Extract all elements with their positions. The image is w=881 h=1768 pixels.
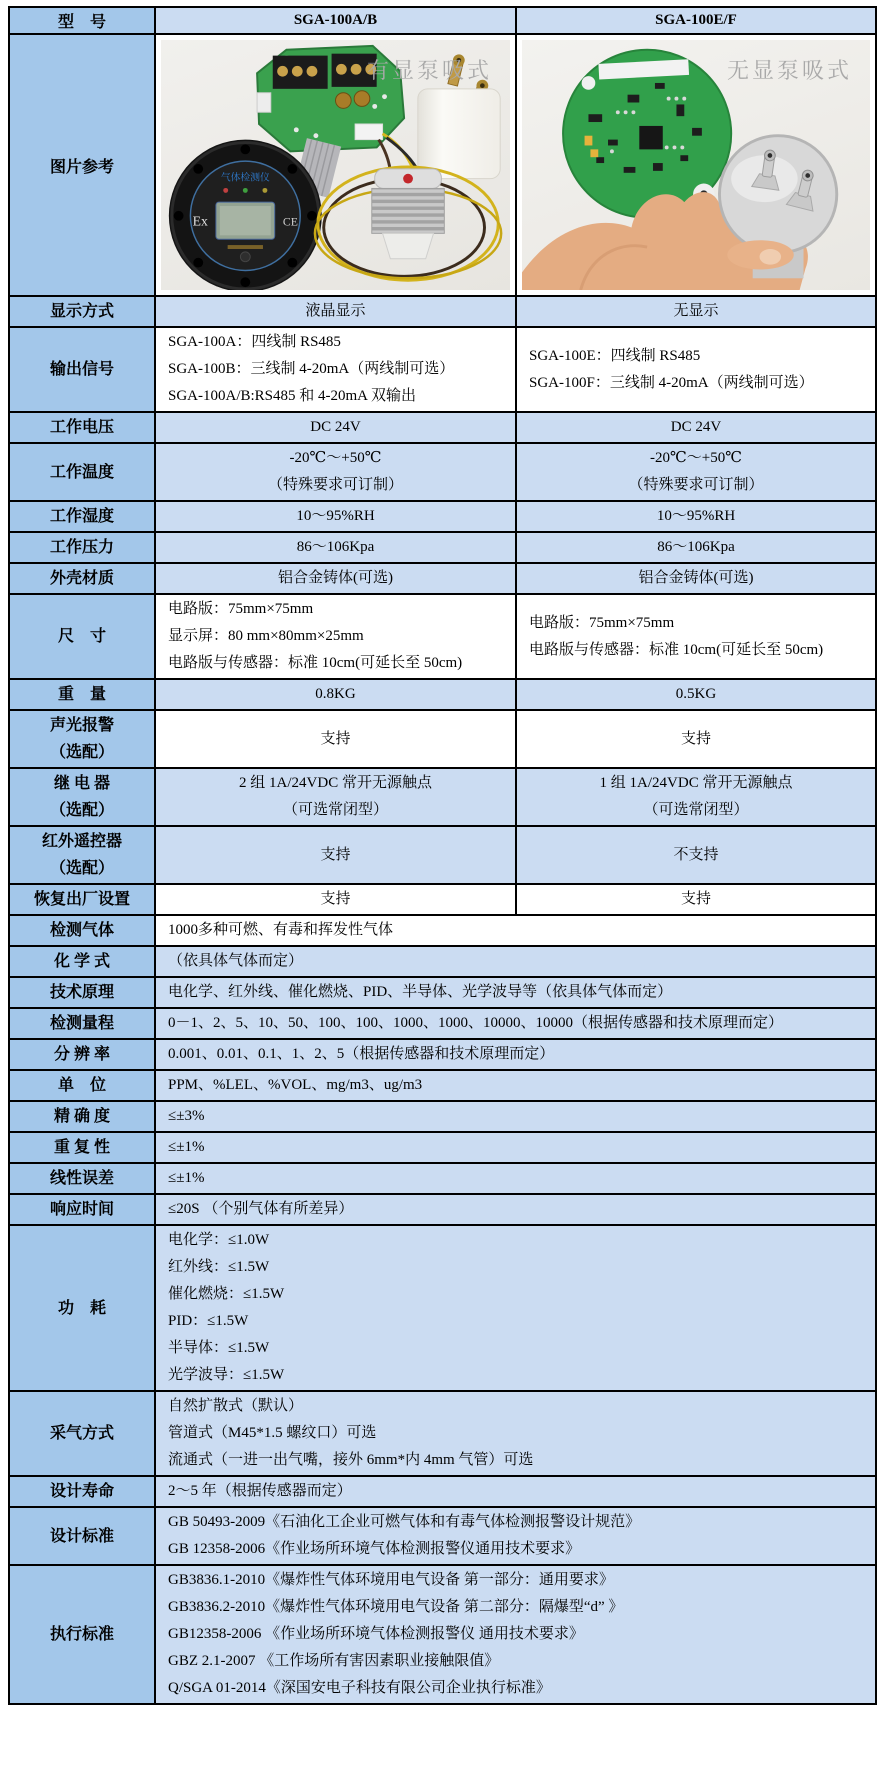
row-value: GB 50493-2009《石油化工企业可燃气体和有毒气体检测报警设计规范》 GB 12358-2006《作业场所环境气体检测报警仪通用技术要求》 — [155, 1507, 876, 1565]
row-value: 电路版：75mm×75mm 电路版与传感器：标准 10cm(可延长至 50cm) — [516, 594, 876, 679]
row-value: 支持 — [155, 884, 516, 915]
photo-b-caption: 无显泵吸式 — [726, 58, 852, 83]
header-model-b: SGA-100E/F — [516, 7, 876, 34]
row-value: ≤±3% — [155, 1101, 876, 1132]
row-value: 电化学、红外线、催化燃烧、PID、半导体、光学波导等（依具体气体而定） — [155, 977, 876, 1008]
row-value: -20℃～+50℃ （特殊要求可订制） — [516, 443, 876, 501]
row-value: 铝合金铸体(可选) — [516, 563, 876, 594]
table-row — [9, 1070, 876, 1101]
row-label: 化 学 式 — [9, 946, 155, 977]
row-value: DC 24V — [516, 412, 876, 443]
table-row — [9, 1507, 876, 1565]
row-value: 支持 — [155, 710, 516, 768]
row-label: 继 电 器 （选配） — [9, 768, 155, 826]
table-row — [9, 1039, 876, 1070]
row-label: 恢复出厂设置 — [9, 884, 155, 915]
row-label: 功 耗 — [9, 1225, 155, 1391]
table-row — [9, 1565, 876, 1704]
row-label: 红外遥控器 （选配） — [9, 826, 155, 884]
table-row — [9, 768, 876, 826]
table-header-row — [9, 7, 876, 34]
row-value: 0－1、2、5、10、50、100、100、1000、1000、10000、10000（根据传感器和技术原理而定） — [155, 1008, 876, 1039]
spec-table — [8, 6, 877, 1705]
row-label: 工作电压 — [9, 412, 155, 443]
thumbnail-graphic — [760, 249, 782, 265]
row-label: 外壳材质 — [9, 563, 155, 594]
sensor-graphic — [315, 167, 501, 280]
table-row — [9, 501, 876, 532]
row-value: 电路版：75mm×75mm 显示屏：80 mm×80mm×25mm 电路版与传感器：标准 10cm(可延长至 50cm) — [155, 594, 516, 679]
table-row — [9, 679, 876, 710]
row-label: 设计寿命 — [9, 1476, 155, 1507]
table-row — [9, 1132, 876, 1163]
ce-marking-text: CE — [282, 215, 298, 229]
table-row — [9, 594, 876, 679]
row-label: 执行标准 — [9, 1565, 155, 1704]
row-value: 支持 — [155, 826, 516, 884]
row-label: 工作压力 — [9, 532, 155, 563]
row-value: SGA-100E：四线制 RS485 SGA-100F：三线制 4-20mA（两线制可选） — [516, 327, 876, 412]
row-label: 重 复 性 — [9, 1132, 155, 1163]
row-label: 采气方式 — [9, 1391, 155, 1476]
row-value: 0.001、0.01、0.1、1、2、5（根据传感器和技术原理而定） — [155, 1039, 876, 1070]
row-label: 声光报警 （选配） — [9, 710, 155, 768]
row-label: 精 确 度 — [9, 1101, 155, 1132]
spec-table-body — [9, 34, 876, 1704]
row-value: DC 24V — [155, 412, 516, 443]
photo-a — [161, 40, 510, 290]
ex-marking-text: Ex — [192, 213, 208, 229]
row-label: 显示方式 — [9, 296, 155, 327]
table-row — [9, 1163, 876, 1194]
table-row — [9, 1225, 876, 1391]
row-value: 不支持 — [516, 826, 876, 884]
table-row — [9, 1391, 876, 1476]
row-label: 尺 寸 — [9, 594, 155, 679]
row-value: SGA-100A：四线制 RS485 SGA-100B：三线制 4-20mA（两线制可选） SGA-100A/B:RS485 和 4-20mA 双输出 — [155, 327, 516, 412]
table-row — [9, 946, 876, 977]
row-value: 铝合金铸体(可选) — [155, 563, 516, 594]
row-label: 工作湿度 — [9, 501, 155, 532]
row-value: 10～95%RH — [155, 501, 516, 532]
table-row — [9, 412, 876, 443]
row-value: ≤20S （个别气体有所差异） — [155, 1194, 876, 1225]
header-model-label: 型 号 — [9, 7, 155, 34]
table-row — [9, 1008, 876, 1039]
row-value: GB3836.1-2010《爆炸性气体环境用电气设备 第一部分：通用要求》 GB3836.2-2010《爆炸性气体环境用电气设备 第二部分：隔爆型“d” 》 GB12358-2006 《作业场所环境气体检测报警仪 通用技术要求》 GBZ 2.1-2007 《工作场所有害因素职业接触限值》 Q/SGA 01-2014《深国安电子科技有限公司企业执行标准》 — [155, 1565, 876, 1704]
row-label: 工作温度 — [9, 443, 155, 501]
row-value: 2～5 年（根据传感器而定） — [155, 1476, 876, 1507]
row-label: 分 辨 率 — [9, 1039, 155, 1070]
row-label: 检测气体 — [9, 915, 155, 946]
row-label: 线性误差 — [9, 1163, 155, 1194]
row-value: 86～106Kpa — [516, 532, 876, 563]
sensor-graphic — [719, 136, 836, 279]
photo-row-label: 图片参考 — [9, 34, 155, 296]
row-label: 输出信号 — [9, 327, 155, 412]
row-value: 0.8KG — [155, 679, 516, 710]
row-value: 1000多种可燃、有毒和挥发性气体 — [155, 915, 876, 946]
table-row — [9, 1476, 876, 1507]
table-row — [9, 532, 876, 563]
table-row — [9, 1194, 876, 1225]
row-value: PPM、%LEL、%VOL、mg/m3、ug/m3 — [155, 1070, 876, 1101]
row-value: 自然扩散式（默认） 管道式（M45*1.5 螺纹口）可选 流通式（一进一出气嘴，接外 6mm*内 4mm 气管）可选 — [155, 1391, 876, 1476]
row-label: 设计标准 — [9, 1507, 155, 1565]
row-label: 技术原理 — [9, 977, 155, 1008]
detector-graphic — [169, 140, 322, 290]
row-value: （依具体气体而定） — [155, 946, 876, 977]
table-row — [9, 710, 876, 768]
table-row — [9, 826, 876, 884]
row-label: 重 量 — [9, 679, 155, 710]
table-row — [9, 563, 876, 594]
header-model-a: SGA-100A/B — [155, 7, 516, 34]
row-value: 10～95%RH — [516, 501, 876, 532]
row-value: 液晶显示 — [155, 296, 516, 327]
row-label: 响应时间 — [9, 1194, 155, 1225]
row-value: 2 组 1A/24VDC 常开无源触点 （可选常闭型） — [155, 768, 516, 826]
row-value: ≤±1% — [155, 1163, 876, 1194]
row-value: -20℃～+50℃ （特殊要求可订制） — [155, 443, 516, 501]
row-value: 支持 — [516, 710, 876, 768]
row-value: ≤±1% — [155, 1132, 876, 1163]
table-row — [9, 327, 876, 412]
table-row — [9, 443, 876, 501]
detector-title-text: 气体检测仪 — [220, 172, 270, 184]
row-value: 电化学：≤1.0W 红外线：≤1.5W 催化燃烧：≤1.5W PID：≤1.5W 半导体：≤1.5W 光学波导：≤1.5W — [155, 1225, 876, 1391]
table-row — [9, 296, 876, 327]
row-value: 无显示 — [516, 296, 876, 327]
row-value: 0.5KG — [516, 679, 876, 710]
table-row — [9, 1101, 876, 1132]
product-photo-a — [155, 34, 516, 296]
photo-row — [9, 34, 876, 296]
product-photo-b — [516, 34, 876, 296]
row-value: 86～106Kpa — [155, 532, 516, 563]
row-label: 单 位 — [9, 1070, 155, 1101]
table-row — [9, 915, 876, 946]
photo-a-caption: 有显泵吸式 — [366, 58, 492, 83]
row-value: 1 组 1A/24VDC 常开无源触点 （可选常闭型） — [516, 768, 876, 826]
photo-b — [522, 40, 870, 290]
table-row — [9, 977, 876, 1008]
row-value: 支持 — [516, 884, 876, 915]
table-row — [9, 884, 876, 915]
row-label: 检测量程 — [9, 1008, 155, 1039]
